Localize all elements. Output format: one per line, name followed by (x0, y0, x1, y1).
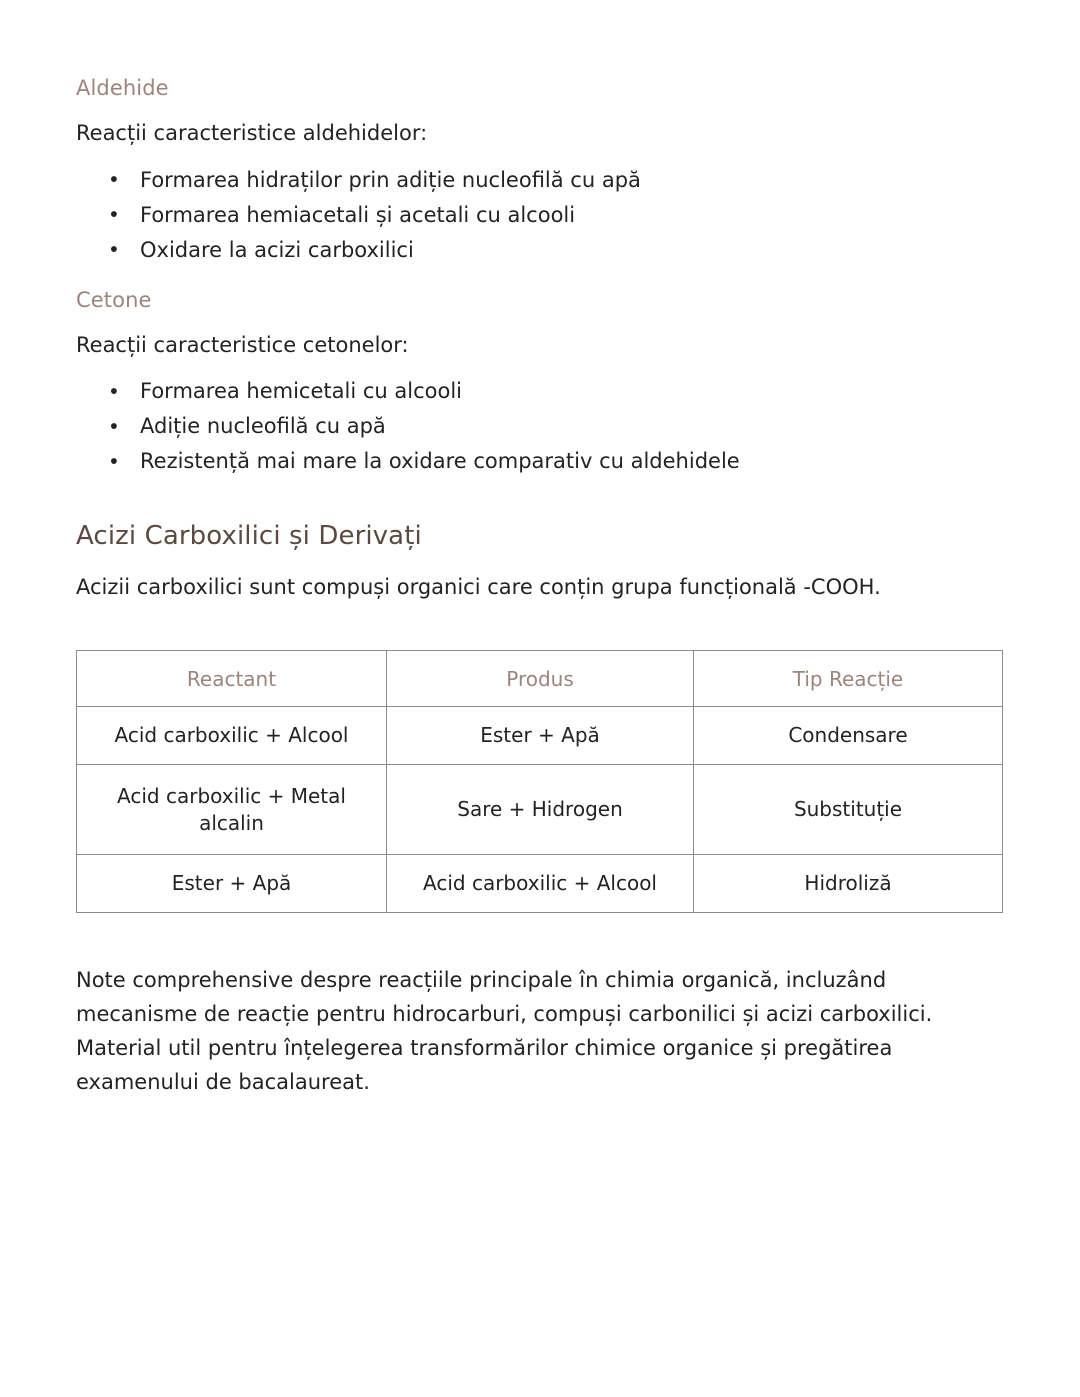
cell-reactant: Acid carboxilic + Alcool (77, 707, 387, 765)
section-heading-aldehide: Aldehide (76, 76, 169, 100)
aldehide-intro-text: Reacții caracteristice aldehidelor: (76, 121, 428, 146)
spacer (76, 313, 1004, 330)
section-heading-acizi-carboxilici: Acizi Carboxilici și Derivați (76, 521, 422, 552)
cell-produs: Sare + Hidrogen (387, 765, 694, 855)
spacer (76, 913, 1004, 963)
cetone-intro-text: Reacții caracteristice cetonelor: (76, 332, 409, 357)
table-row (77, 765, 1003, 855)
column-header-produs: Produs (387, 651, 694, 707)
spacer (76, 553, 1004, 572)
reaction-table (76, 650, 1003, 913)
table-row (77, 707, 1003, 765)
cell-produs: Ester + Apă (387, 707, 694, 765)
column-header-tip-reactie: Tip Reacție (694, 651, 1003, 707)
cell-reactant: Ester + Apă (77, 855, 387, 913)
spacer (76, 268, 1004, 288)
acizi-intro-text: Acizii carboxilici sunt compuși organici care conțin grupa funcțională -COOH. (76, 574, 881, 599)
cetone-reaction-list (76, 374, 1004, 479)
cell-tip-reactie: Substituție (694, 765, 1003, 855)
table-row (77, 855, 1003, 913)
list-item: • Formarea hidraților prin adiție nucleofilă cu apă (76, 163, 1004, 198)
spacer (76, 149, 1004, 163)
table-header (77, 651, 1003, 707)
cell-tip-reactie: Hidroliză (694, 855, 1003, 913)
list-item: • Oxidare la acizi carboxilici (76, 233, 1004, 268)
section-heading-cetone: Cetone (76, 287, 152, 312)
spacer (76, 479, 1004, 520)
list-item: • Formarea hemiacetali și acetali cu alcooli (76, 198, 1004, 233)
cell-produs: Acid carboxilic + Alcool (387, 855, 694, 913)
table-header-row (77, 651, 1003, 707)
spacer (76, 602, 1004, 650)
cell-reactant: Acid carboxilic + Metal alcalin (77, 765, 387, 855)
aldehide-reaction-list (76, 163, 1004, 268)
list-item: • Adiție nucleofilă cu apă (76, 409, 1004, 444)
list-item: • Formarea hemicetali cu alcooli (76, 374, 1004, 409)
spacer (76, 101, 1004, 118)
spacer (76, 360, 1004, 374)
column-header-reactant: Reactant (77, 651, 387, 707)
cell-tip-reactie: Condensare (694, 707, 1003, 765)
list-item: • Rezistență mai mare la oxidare comparativ cu aldehidele (76, 444, 1004, 479)
table-body (77, 707, 1003, 913)
closing-paragraph: Note comprehensive despre reacțiile principale în chimia organică, incluzând mecanisme de reacție pentru hidrocarburi, compuși carbonilici și acizi carboxilici. Material util pentru înțelegerea transformărilor chimice organice și pregătirea examenului de bacalaureat. (76, 968, 933, 1095)
